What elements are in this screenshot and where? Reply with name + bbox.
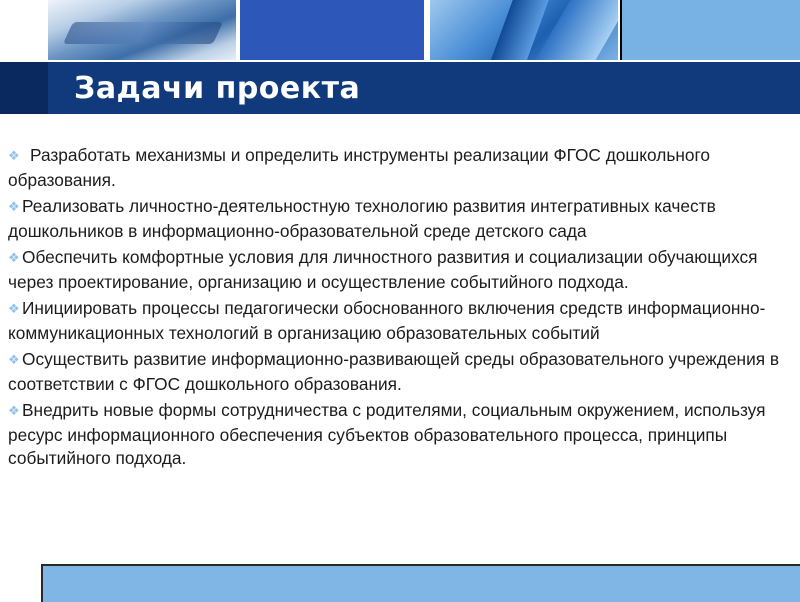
list-item-text: Обеспечить комфортные условия для личностного развития и социализации обучающихся через проектирование, организацию и осуществление событийного подхода. xyxy=(8,247,758,292)
list-item-text: Осуществить развитие информационно-развивающей среды образовательного учреждения в соответствии с ФГОС дошкольного образования. xyxy=(8,349,780,394)
header-photo-light-blue-panel xyxy=(620,0,800,60)
header-photo-blue-panel xyxy=(240,0,424,60)
diamond-bullet-icon: ❖ xyxy=(8,302,20,317)
diamond-bullet-icon: ❖ xyxy=(8,353,20,368)
list-item xyxy=(8,399,788,471)
slide-title: Задачи проекта xyxy=(74,71,361,106)
header-photo-skyscrapers xyxy=(430,0,618,60)
diamond-bullet-icon: ❖ xyxy=(8,251,20,266)
footer-band xyxy=(41,564,800,602)
diamond-bullet-icon: ❖ xyxy=(8,200,20,215)
header-image-strip xyxy=(0,0,800,62)
bullet-list xyxy=(8,144,788,474)
list-item-text: Реализовать личностно-деятельностную технологию развития интегративных качеств дошкольников в информационно-образовательной среде детского сада xyxy=(8,196,716,241)
list-item xyxy=(8,297,788,345)
title-band-accent xyxy=(0,62,48,114)
list-item xyxy=(8,348,788,396)
header-photo-keyboard xyxy=(48,0,236,60)
list-item xyxy=(8,195,788,243)
list-item-text: Инициировать процессы педагогически обоснованного включения средств информационно-коммуникационных технологий в организацию образовательных событий xyxy=(8,298,766,343)
list-item xyxy=(8,246,788,294)
diamond-bullet-icon: ❖ xyxy=(8,404,20,419)
list-item-text: Внедрить новые формы сотрудничества с родителями, социальным окружением, используя ресурс информационного обеспечения субъектов образовательного процесса, принципы событийного подхода. xyxy=(8,400,766,468)
diamond-bullet-icon: ❖ xyxy=(8,149,20,164)
list-item-text: Разработать механизмы и определить инструменты реализации ФГОС дошкольного образования. xyxy=(8,145,711,190)
list-item xyxy=(8,144,788,192)
